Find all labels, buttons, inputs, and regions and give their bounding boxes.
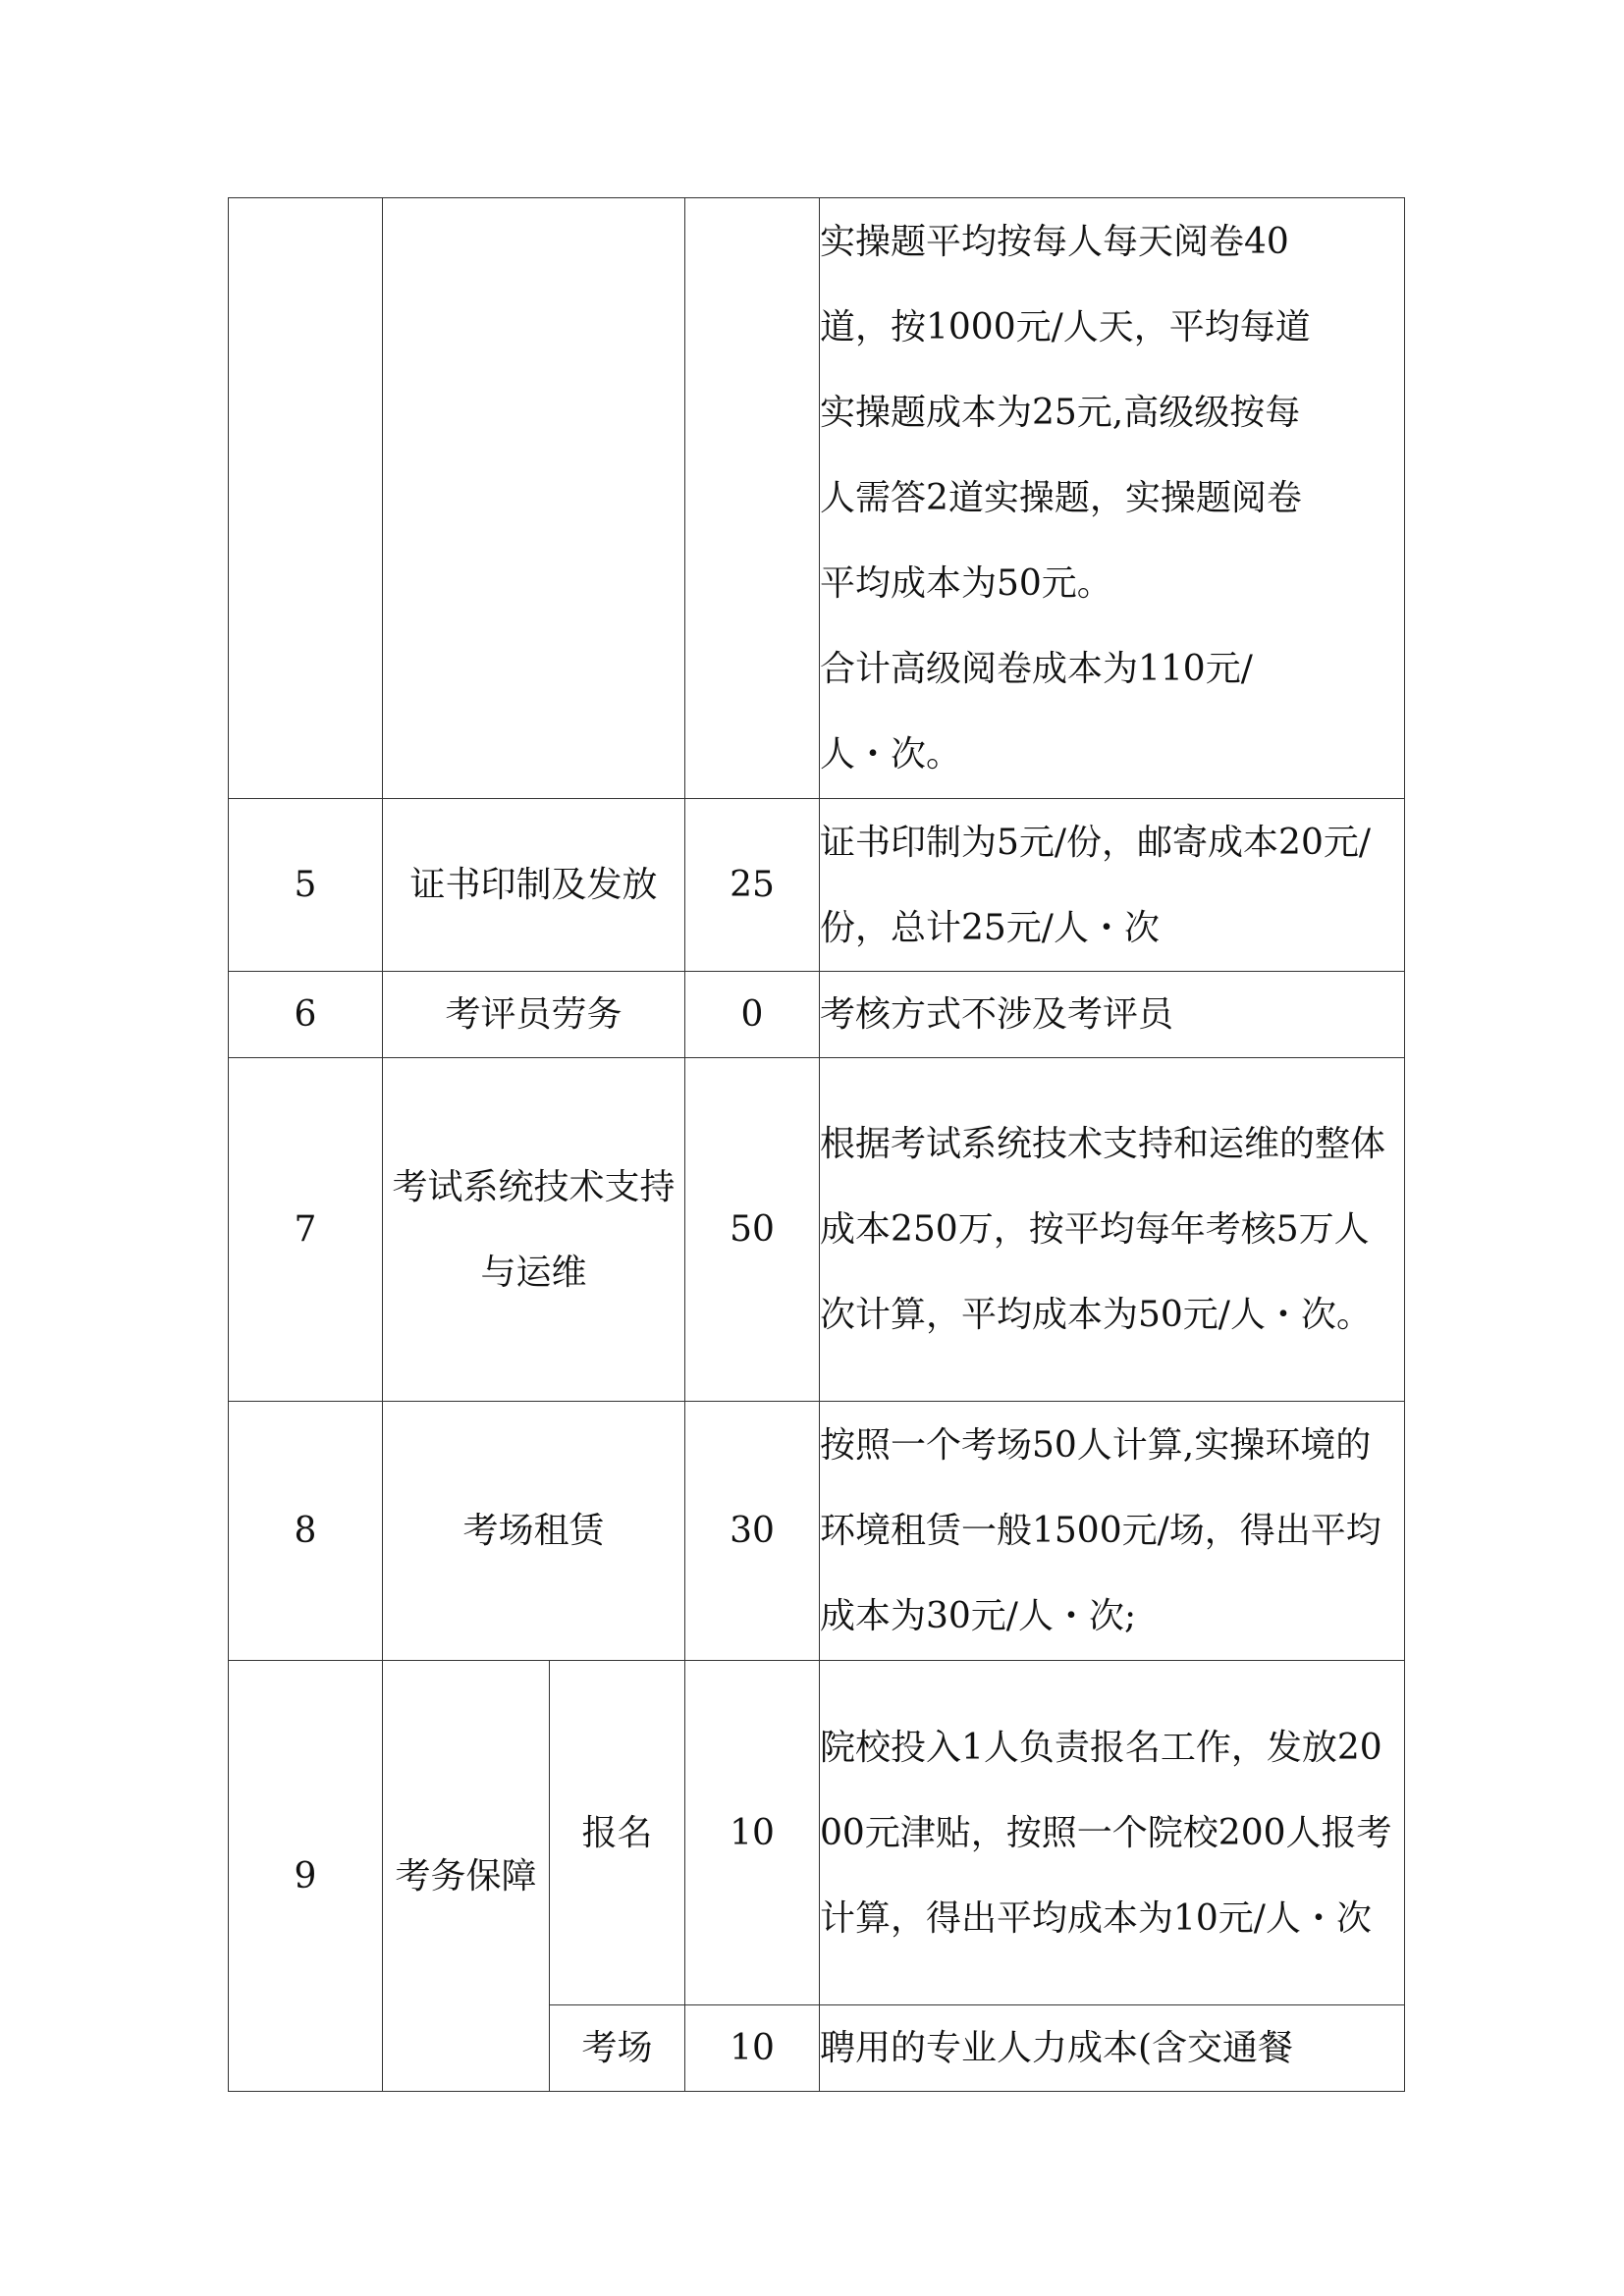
no-cell: 8 [229,1402,383,1661]
table-row [229,1402,1405,1661]
desc-line: 合计高级阅卷成本为110元/ [820,649,1253,689]
cost-cell: 25 [685,799,820,972]
desc-line: 实操题成本为25元,高级级按每 [820,393,1301,433]
table-row [229,1058,1405,1402]
desc-line: 实操题平均按每人每天阅卷40 [820,222,1289,262]
desc-line: 道，按1000元/人天，平均每道 [820,307,1311,347]
item-cell: 考试系统技术支持与运维 [383,1058,685,1402]
item-cell: 证书印制及发放 [383,799,685,972]
desc-line: 平均成本为50元。 [820,563,1112,604]
no-cell: 9 [229,1661,383,2092]
desc-cell: 聘用的专业人力成本(含交通餐 [820,2005,1405,2092]
cost-cell [685,198,820,799]
subitem-cell: 报名 [550,1661,685,2005]
item-cell: 考评员劳务 [383,972,685,1058]
table-row [229,1661,1405,2005]
desc-cell: 考核方式不涉及考评员 [820,972,1405,1058]
desc-cell: 证书印制为5元/份，邮寄成本20元/份，总计25元/人・次 [820,799,1405,972]
desc-line: 人・次。 [820,734,962,774]
desc-line: 人需答2道实操题，实操题阅卷 [820,478,1302,518]
item-cell [383,198,685,799]
desc-cell: 根据考试系统技术支持和运维的整体成本250万，按平均每年考核5万人次计算，平均成本为50元/人・次。 [820,1058,1405,1402]
table-row [229,198,1405,799]
desc-cell [820,198,1405,799]
subitem-cell: 考场 [550,2005,685,2092]
cost-cell: 30 [685,1402,820,1661]
table-row [229,799,1405,972]
item-cell: 考场租赁 [383,1402,685,1661]
cost-cell: 50 [685,1058,820,1402]
no-cell: 7 [229,1058,383,1402]
cost-cell: 0 [685,972,820,1058]
no-cell: 5 [229,799,383,972]
desc-cell: 院校投入1人负责报名工作，发放2000元津贴，按照一个院校200人报考计算，得出平均成本为10元/人・次 [820,1661,1405,2005]
cost-table [228,197,1405,2092]
no-cell: 6 [229,972,383,1058]
cost-cell: 10 [685,1661,820,2005]
item-cell: 考务保障 [383,1661,550,2092]
desc-cell: 按照一个考场50人计算,实操环境的环境租赁一般1500元/场，得出平均成本为30元/人・次; [820,1402,1405,1661]
cost-cell: 10 [685,2005,820,2092]
no-cell [229,198,383,799]
table-row [229,972,1405,1058]
